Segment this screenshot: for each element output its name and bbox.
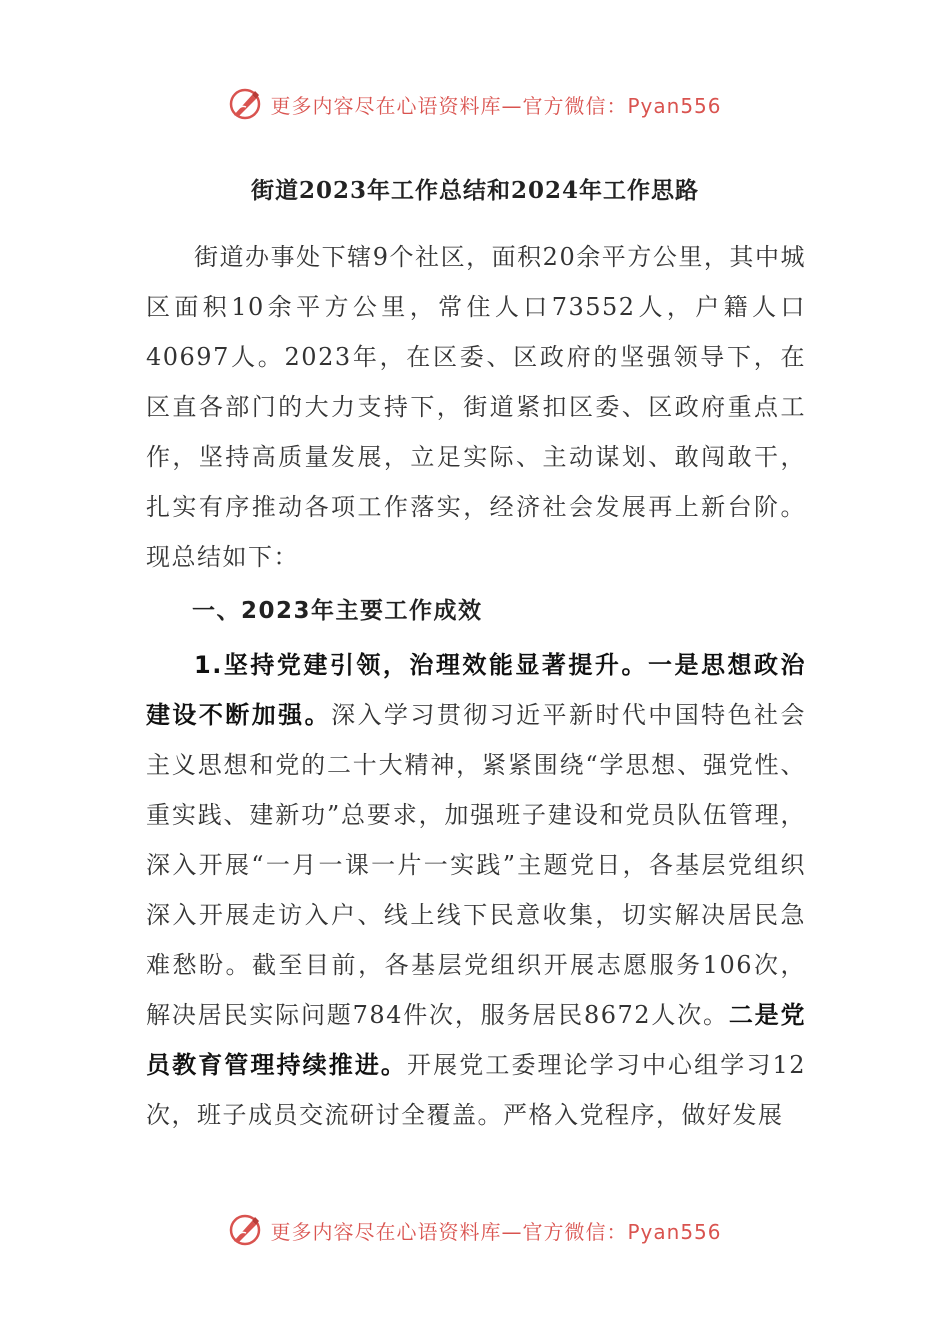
paragraph-lead-bold: 1.坚持党建引领，治理效能显著提升。一是思想政治建设不断加强。 xyxy=(146,651,806,729)
paragraph-body-text-2: 开展党工委理论学习中心组学习12次，班子成员交流研讨全覆盖。严格入党程序，做好发展 xyxy=(146,1051,807,1129)
watermark-wechat-id: Pyan556 xyxy=(627,1219,722,1244)
watermark-text: 更多内容尽在心语资料库—官方微信：Pyan556 xyxy=(270,1219,722,1244)
watermark-wechat-id: Pyan556 xyxy=(627,93,722,118)
watermark-text: 更多内容尽在心语资料库—官方微信：Pyan556 xyxy=(270,93,722,118)
pen-logo-icon xyxy=(228,1213,262,1247)
document-body xyxy=(146,232,806,1140)
watermark-header xyxy=(0,82,950,126)
paragraph-party-building xyxy=(146,640,806,1140)
intro-paragraph: 街道办事处下辖9个社区，面积20余平方公里，其中城区面积10余平方公里，常住人口73552人，户籍人口40697人。2023年，在区委、区政府的坚强领导下，在区直各部门的大力支持下，街道紧扣区委、区政府重点工作，坚持高质量发展，立足实际、主动谋划、敢闯敢干，扎实有序推动各项工作落实，经济社会发展再上新台阶。现总结如下： xyxy=(146,243,806,571)
paragraph-body-text: 深入学习贯彻习近平新时代中国特色社会主义思想和党的二十大精神，紧紧围绕“学思想、强党性、重实践、建新功”总要求，加强班子建设和党员队伍管理，深入开展“一月一课一片一实践”主题党日，各基层党组织深入开展走访入户、线上线下民意收集，切实解决居民急难愁盼。截至目前，各基层党组织开展志愿服务106次，解决居民实际问题784件次，服务居民8672人次。 xyxy=(146,701,806,1029)
pen-logo-icon xyxy=(228,87,262,121)
paragraph-lead-bold-2: 二是党员教育管理持续推进。 xyxy=(146,1001,807,1079)
section-heading: 一、2023年主要工作成效 xyxy=(192,598,483,624)
document-title: 街道2023年工作总结和2024年工作思路 xyxy=(250,177,700,204)
watermark-footer xyxy=(0,1208,950,1252)
